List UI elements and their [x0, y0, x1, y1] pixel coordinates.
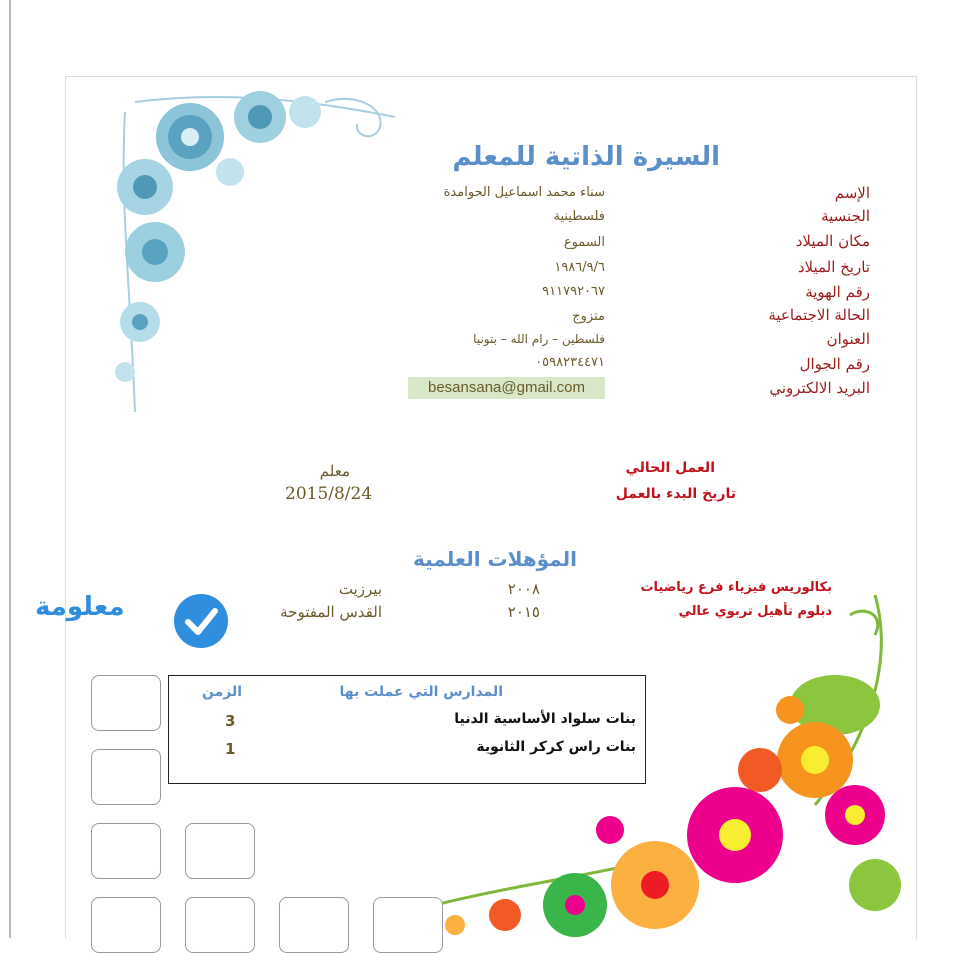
label-mobile: رقم الجوال — [799, 355, 870, 373]
school-row-1-name: بنات سلواد الأساسية الدنيا — [454, 711, 636, 727]
overlay-box-7 — [279, 897, 349, 953]
overlay-box-8 — [373, 897, 443, 953]
window-edge-rule — [9, 0, 11, 938]
qualification-degree-1: بكالوريس فيزياء فرع رياضيات — [640, 580, 832, 595]
overlay-box-3 — [91, 823, 161, 879]
value-name: سناء محمد اسماعيل الحوامدة — [443, 185, 605, 200]
check-circle-icon — [172, 592, 230, 650]
value-birthdate: ١٩٨٦/٩/٦ — [554, 260, 605, 275]
page-title: السيرة الذاتية للمعلم — [452, 142, 720, 172]
overlay-box-1 — [91, 675, 161, 731]
label-email: البريد الالكتروني — [769, 379, 870, 397]
school-row-1-years: 3 — [225, 712, 236, 730]
qualification-degree-2: دبلوم تأهيل تربوي عالي — [678, 604, 832, 619]
value-birthplace: السموع — [563, 235, 605, 250]
schools-header-years: الزمن — [201, 684, 242, 700]
value-mobile: ٠٥٩٨٢٣٤٤٧١ — [535, 355, 605, 370]
label-current-work: العمل الحالي — [625, 460, 715, 476]
value-current-work: معلم — [319, 462, 350, 480]
value-nationality: فلسطينية — [553, 209, 605, 224]
qualifications-heading: المؤهلات العلمية — [413, 547, 577, 571]
label-address: العنوان — [826, 330, 870, 348]
qualification-year-2: ٢٠١٥ — [507, 603, 540, 621]
school-row-2-name: بنات راس كركر الثانوية — [476, 739, 636, 755]
label-marital-status: الحالة الاجتماعية — [768, 306, 870, 324]
label-nationality: الجنسية — [821, 207, 870, 225]
schools-header-school: المدارس التي عملت بها — [339, 684, 503, 700]
watermark-text: معلومة — [35, 592, 125, 622]
value-marital-status: متزوج — [572, 309, 605, 324]
value-id-number: ٩١١٧٩٢٠٦٧ — [542, 284, 605, 299]
school-row-2-years: 1 — [225, 740, 236, 758]
qualification-university-2: القدس المفتوحة — [280, 603, 382, 621]
value-address: فلسطين – رام الله – بتونيا — [473, 332, 605, 346]
overlay-box-2 — [91, 749, 161, 805]
value-start-date: 2015/8/24 — [285, 484, 373, 504]
overlay-box-5 — [91, 897, 161, 953]
value-email: besansana@gmail.com — [408, 377, 605, 399]
overlay-box-6 — [185, 897, 255, 953]
label-id-number: رقم الهوية — [805, 283, 870, 301]
label-birthplace: مكان الميلاد — [795, 232, 870, 250]
floral-ornament-top-left — [95, 82, 405, 432]
label-name: الإسم — [834, 184, 870, 202]
qualification-university-1: بيرزيت — [338, 580, 382, 598]
qualification-year-1: ٢٠٠٨ — [507, 580, 540, 598]
label-birthdate: تاريخ الميلاد — [797, 258, 870, 276]
overlay-box-4 — [185, 823, 255, 879]
label-start-date: تاريخ البدء بالعمل — [615, 486, 736, 502]
